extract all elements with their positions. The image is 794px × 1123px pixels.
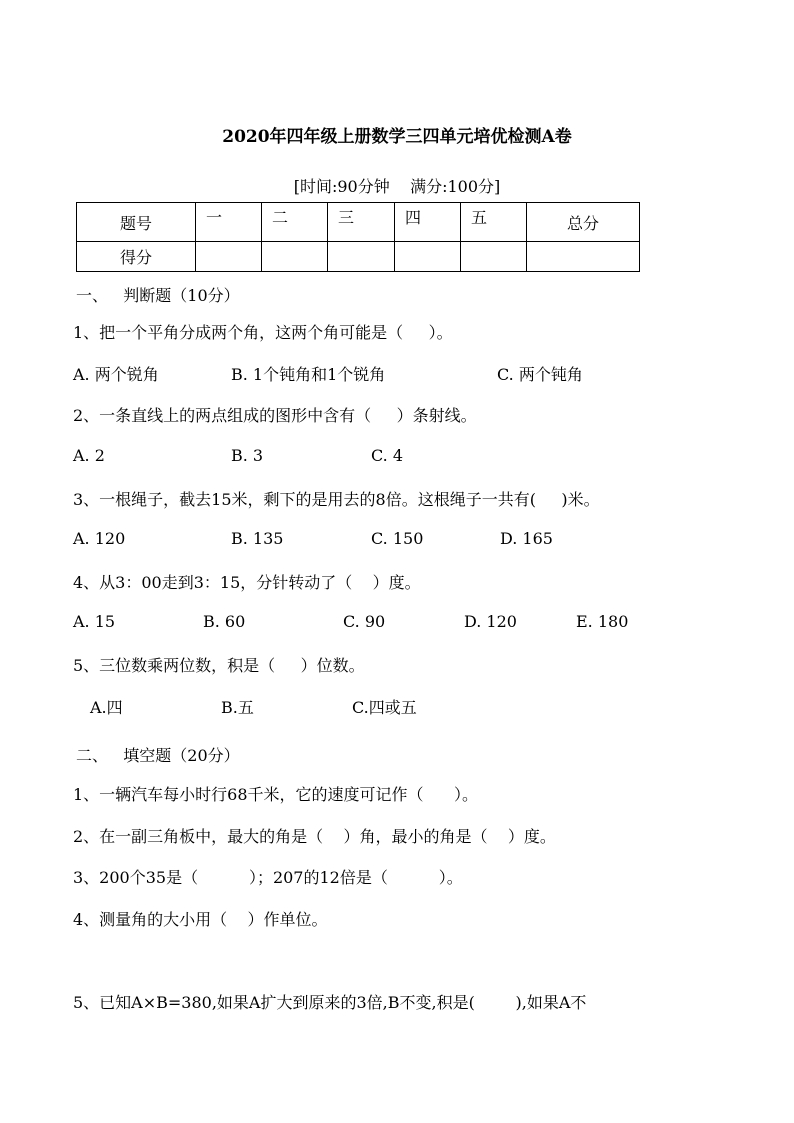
header-cell: 一 [196,203,262,242]
question-text: 2、一条直线上的两点组成的图形中含有（ ）条射线。 [73,406,477,425]
header-total: 总分 [527,203,640,242]
score-cell[interactable] [461,242,527,272]
question-text: 5、已知A×B=380,如果A扩大到原来的3倍,B不变,积是( ),如果A不 [73,993,587,1012]
option: C. 90 [343,612,386,631]
score-cell[interactable] [328,242,395,272]
option: A. 两个锐角 [73,365,159,384]
option: B. 60 [203,612,246,631]
header-cell: 三 [328,203,395,242]
option: B. 1个钝角和1个锐角 [231,365,386,384]
option: C. 两个钝角 [497,365,583,384]
header-cell: 五 [461,203,527,242]
score-cell[interactable] [395,242,461,272]
option: A. 120 [73,529,126,548]
question-text: 2、在一副三角板中，最大的角是（ ）角，最小的角是（ ）度。 [73,827,556,846]
option: A. 15 [73,612,116,631]
header-cell: 二 [262,203,328,242]
question-text: 3、一根绳子，截去15米，剩下的是用去的8倍。这根绳子一共有( )米。 [73,490,600,509]
option: D. 120 [464,612,517,631]
option: B.五 [221,698,254,717]
section-heading: 一、 判断题（10分） [76,286,240,305]
question-text: 1、一辆汽车每小时行68千米，它的速度可记作（ ）。 [73,785,479,804]
row-label-question-number: 题号 [77,203,196,242]
option: B. 3 [231,446,264,465]
option: B. 135 [231,529,284,548]
page-title: 2020年四年级上册数学三四单元培优检测A卷 [222,127,572,147]
question-text: 4、从3：00走到3：15，分针转动了（ ）度。 [73,573,421,592]
question-text: 3、200个35是（ ）；207的12倍是（ ）。 [73,868,463,887]
option: E. 180 [576,612,629,631]
question-text: 4、测量角的大小用（ ）作单位。 [73,910,328,929]
option: C. 4 [371,446,404,465]
option: C. 150 [371,529,424,548]
option: A.四 [90,698,123,717]
row-label-score: 得分 [77,242,196,272]
option: D. 165 [500,529,553,548]
score-cell[interactable] [262,242,328,272]
score-cell[interactable] [196,242,262,272]
question-text: 5、三位数乘两位数，积是（ ）位数。 [73,656,365,675]
score-cell-total[interactable] [527,242,640,272]
question-text: 1、把一个平角分成两个角，这两个角可能是（ ）。 [73,323,453,342]
exam-info: [时间:90分钟 满分:100分] [293,177,501,196]
score-table [76,202,640,272]
section-heading: 二、 填空题（20分） [76,746,240,765]
header-cell: 四 [395,203,461,242]
option: A. 2 [73,446,105,465]
option: C.四或五 [352,698,417,717]
